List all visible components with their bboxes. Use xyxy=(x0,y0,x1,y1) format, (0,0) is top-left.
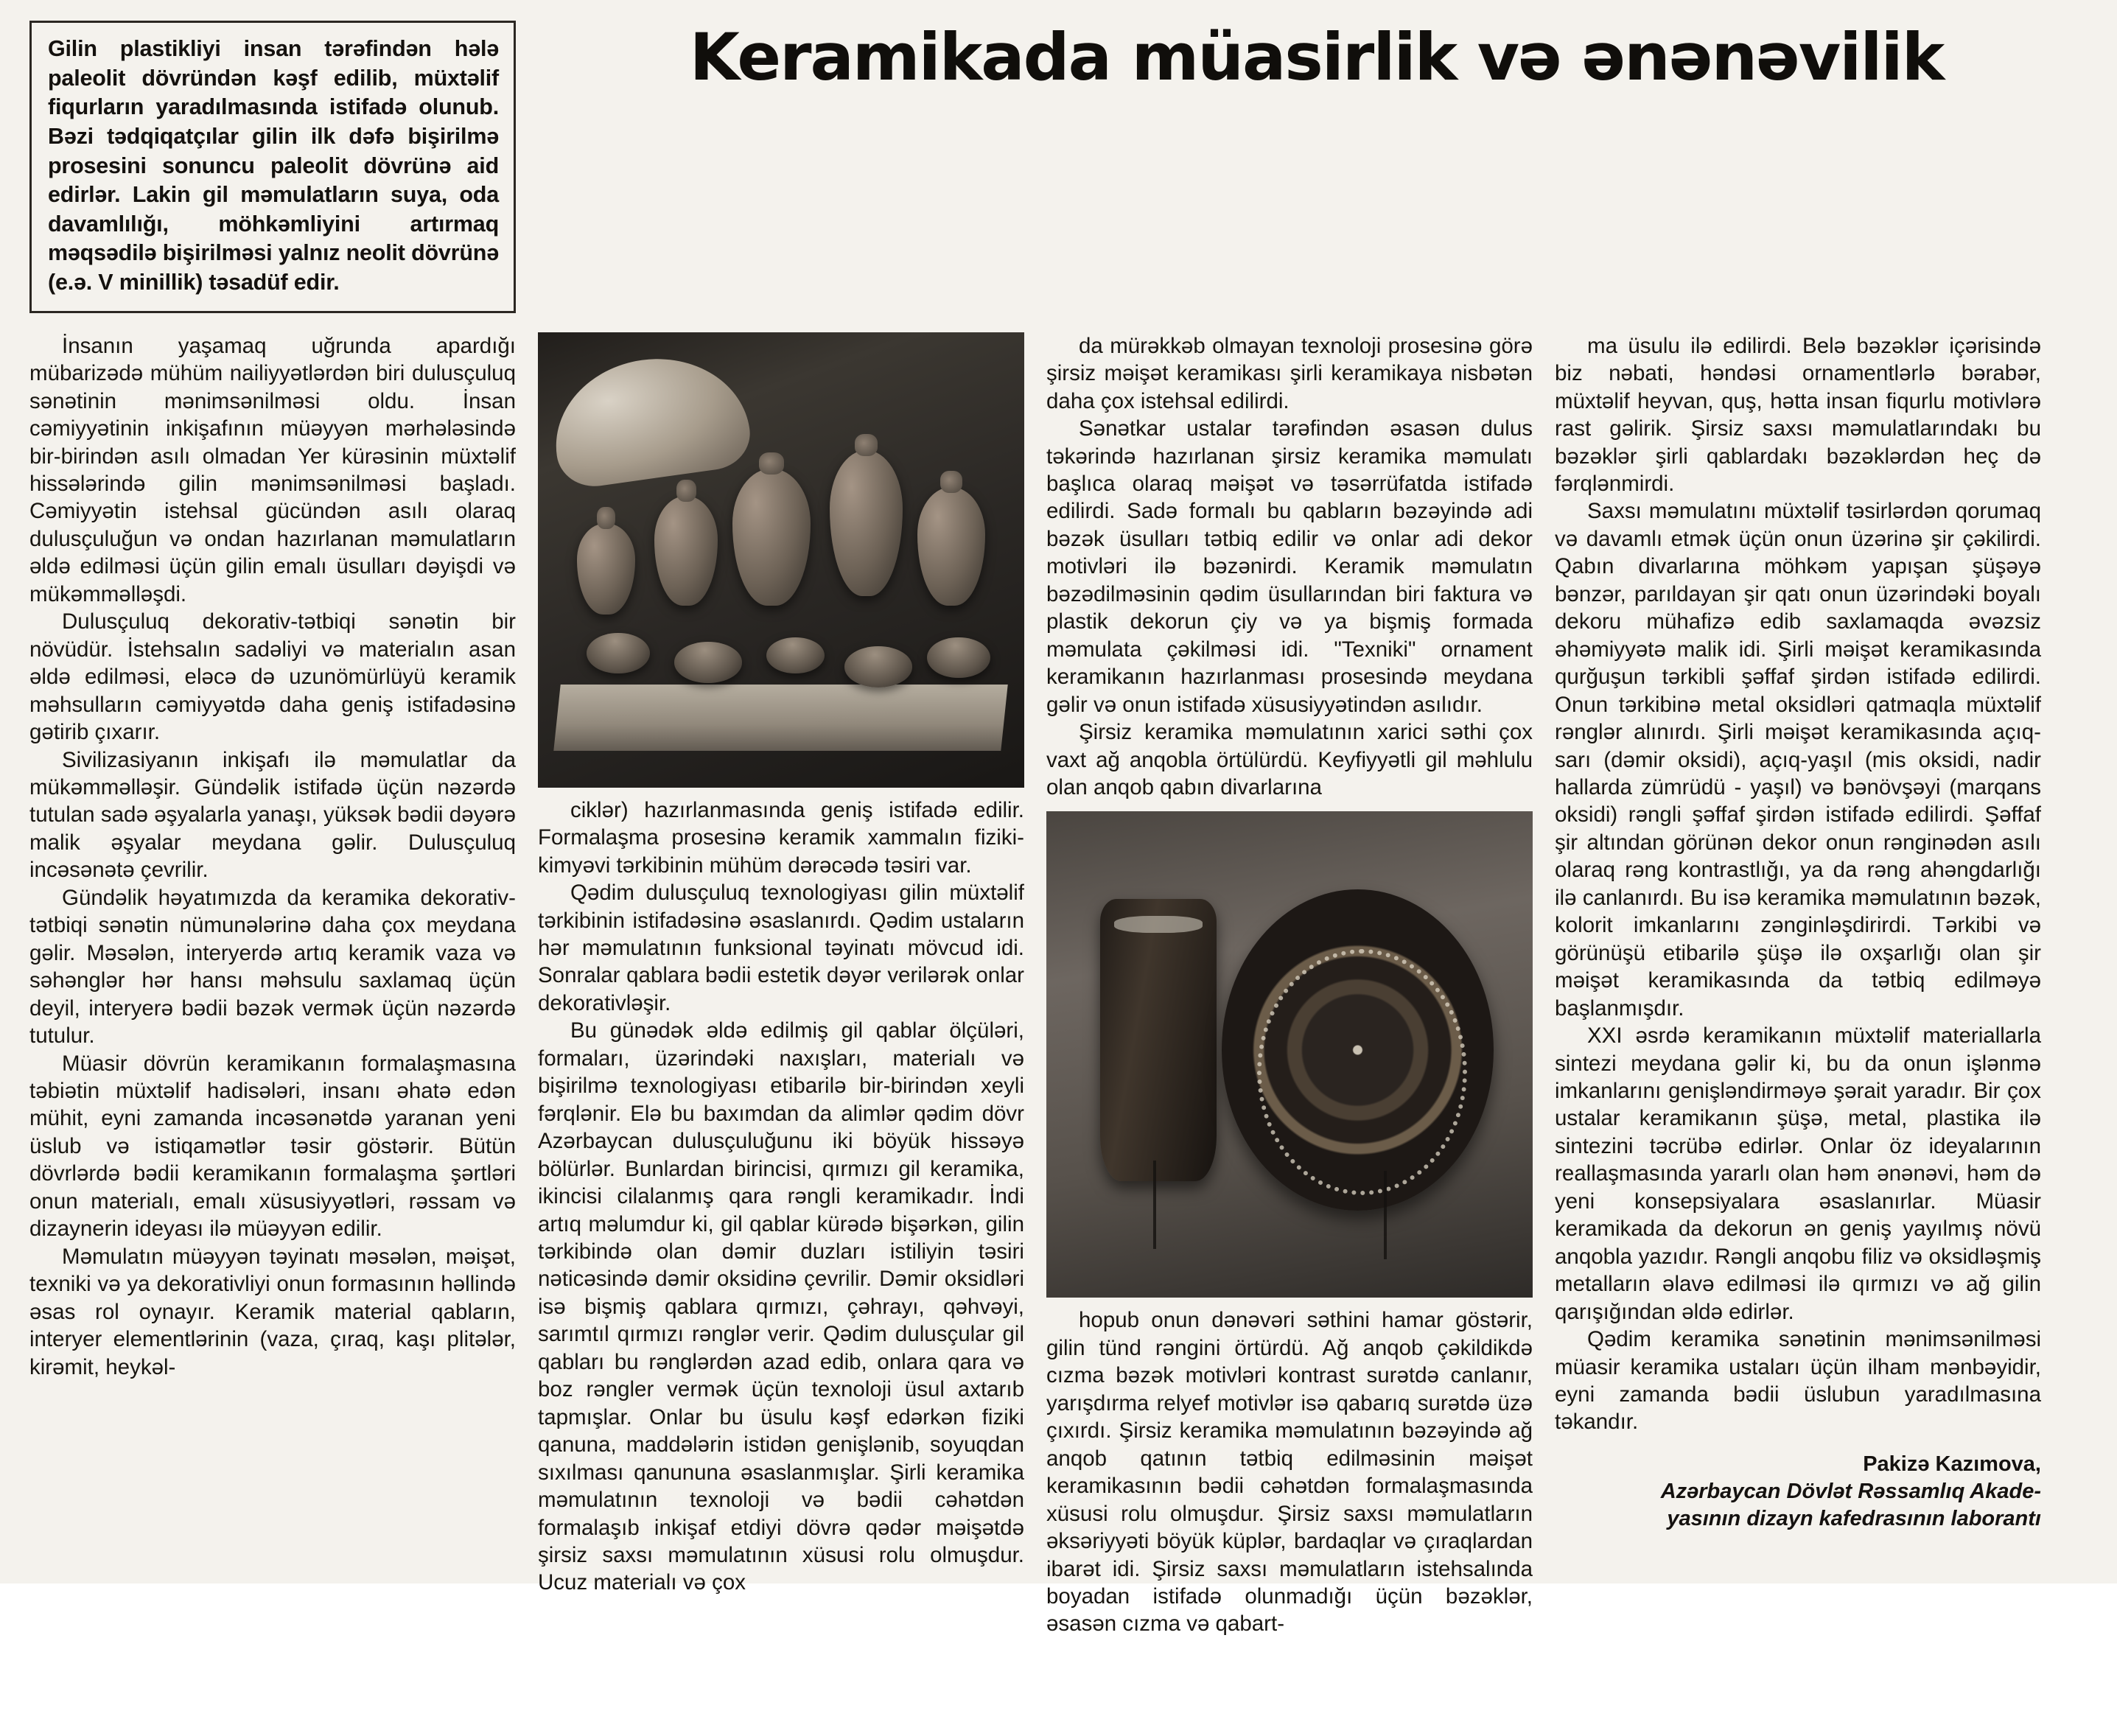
pot-shape xyxy=(732,469,811,605)
byline xyxy=(1555,1451,2041,1532)
page-title: Keramikada müasirlik və ənənəvilik xyxy=(689,19,1944,95)
paragraph: Gündəlik həyatımızda da keramika dekorativ-tətbiqi sənətin nümunələrinə daha çox meydana gəlir. Məsələn, interyerdə artıq keramik vaza və səhənglər hər hansı məhsulu saxlamaq üçün deyil, interyerə bədii bəzək vermək üçün nəzərdə tutulur. xyxy=(29,885,516,1049)
stand-shape xyxy=(1153,1161,1156,1249)
bowl-shape xyxy=(927,637,990,679)
column-4 xyxy=(1555,332,2041,1736)
paragraph: Məmulatın müəyyən təyinatı məsələn, məişət, texniki və ya dekorativliyi onun formasının həllində əsas rol oynayır. Keramik material qabların, interyer elementlərinin (vaza, çıraq, kaşı plitələr, kirəmit, heykəl- xyxy=(29,1244,516,1379)
byline-affiliation-line1: Azərbaycan Dövlət Rəssamlıq Akade- xyxy=(1660,1479,2041,1503)
shelf-shape xyxy=(554,685,1009,751)
pot-shape xyxy=(830,450,903,596)
column-1 xyxy=(29,332,516,1736)
paragraph: hopub onun dənəvəri səthini hamar göstərir, gilin tünd rəngini örtürdü. Ağ anqob çəkildikdə cızma bəzək motivləri kontrast surətdə canlanır, yarışdırma relyef motivlər isə qabarıq surətdə üzə çıxırdı. Şirsiz keramika məmulatının bəzəyində ağ anqob qatının tətbiq edilməsinin məişət keramikasının bədii cəhətdən formalaşmasında xüsusi rolu olmuşdur. Şirsiz saxsı məmulatların əksəriyyəti böyük küplər, bardaqlar və çıraqlardan ibarət idi. Şirsiz saxsı məmulatların istehsalında boyadan istifadə olunmadığı üçün bəzəklər, əsasən cızma və qabart- xyxy=(1046,1308,1533,1637)
paragraph: ma üsulu ilə edilirdi. Belə bəzəklər içərisində biz nəbati, həndəsi ornamentlərlə bərabər, müxtəlif heyvan, quş, hətta insan fiqurlu motivlərə rast gəlirik. Şirsiz saxsı məmulatlarındakı bu bəzəklər şirli qablardakı bəzəklərdən heç də fərqlənmirdi. xyxy=(1555,333,2041,497)
painted-plate-shape xyxy=(1222,889,1494,1211)
pottery-shelf-photo xyxy=(538,332,1024,788)
paragraph: XXI əsrdə keramikanın müxtəlif materiallarla sintezi meydana gəlir ki, bu da onun işlənmə imkanlarını genişləndirməyə şərait yaradır. Bir çox ustalar keramikanın şüşə, metal, plastika ilə sintezini təcrübə edirlər. Onlar öz ideyalarının reallaşmasında yararlı olan həm ənənəvi, həm də yeni konsepsiyalara əsaslanırlar. Müasir keramikada da dekorun ən geniş yayılmış növü anqobla yazıdır. Rəngli anqobu filiz və oksidləşmiş metalların əlavə edilməsi ilə qırmızı və ağ gilin qarışığından əldə edirlər. xyxy=(1555,1023,2041,1324)
stand-shape xyxy=(1384,1171,1387,1259)
pot-shape xyxy=(654,496,718,605)
title-wrap xyxy=(538,19,2088,95)
pot-shape xyxy=(577,523,635,615)
paragraph: Sivilizasiyanın inkişafı ilə məmulatlar da mükəmməlləşir. Gündəlik istifadə üçün nəzərdə tutulan sadə əşyalarla yanaşı, yüksək bədii dəyərə malik əşyalar meydana gəlir. Dulusçuluq incəsənətə çevrilir. xyxy=(29,747,516,883)
byline-name: Pakizə Kazımova, xyxy=(1863,1452,2041,1476)
paragraph: Qədim keramika sənətinin mənimsənilməsi müasir keramika ustaları üçün ilham mənbəyidir, eyni zamanda bədii üslubun yaradılmasına təkandır. xyxy=(1555,1327,2041,1435)
paragraph: da mürəkkəb olmayan texnoloji prosesinə görə şirsiz məişət keramikası şirli keramikaya nisbətən daha çox istehsal edilirdi. xyxy=(1046,333,1533,413)
lede-text: Gilin plastikliyi insan tərəfindən hələ paleolit dövründən kəşf edilib, müxtəlif fiqurların yaradılmasında istifadə olunub. Bəzi tədqiqatçılar gilin ilk dəfə bişirilmə prosesini sonuncu paleolit dövrünə aid edirlər. Lakin gil məmulatların suya, oda davamlılığı, möhkəmliyini artırmaq məqsədilə bişirilməsi yalnız neolit dövrünə (e.ə. V minillik) təsadüf edir. xyxy=(48,36,499,295)
bowl-shape xyxy=(844,646,912,687)
column-3 xyxy=(1046,332,1533,1736)
paragraph: Saxsı məmulatını müxtəlif təsirlərdən qorumaq və davamlı etmək üçün onun üzərinə şir çəkilirdi. Qabın divarlarına möhkəm yapışan şüşəyə bənzər, parıldayan şir qatı onun üzərindəki boyalı dekoru mühafizə edib saxlamaqda əvəzsiz əhəmiyyətə malik idi. Şirli məişət keramikasında qurğuşun tərkibli şəffaf şirdən istifadə edilirdi. Onun tərkibinə metal oksidləri qatmaqla müxtəlif rənglər alınırdı. Şirli məişət keramikasında açıq-sarı (dəmir oksidi), açıq-yaşıl (mis oksidi, nadir hallarda zümrüdü - yaşıl) və bənövşəyi (marqans oksidi) rəngli şəffaf şirdən istifadə edilirdi. Şəffaf şir altından görünən dekor onun rənginədən asılı olaraq rəng kontrastlığı, ya da rəng ahəngdarlığı ilə canlanırdı. Bu isə keramika məmulatının bəzək, kolorit imkanlarını zənginləşdirirdi. Tərkibi və görünüşü etibarilə şüşə ilə oxşarlığı olan şir məişət keramikasında da tətbiq edilməyə başlanmışdır. xyxy=(1555,499,2041,1021)
header xyxy=(29,21,2088,313)
paragraph: ciklər) hazırlanmasında geniş istifadə edilir. Formalaşma prosesinə keramik xammalın fiziki-kimyəvi tərkibinin mühüm dərəcədə təsiri var. xyxy=(538,797,1024,878)
pot-shape xyxy=(917,487,985,606)
paragraph: Müasir dövrün keramikanın formalaşmasına təbiətin müxtəlif hadisələri, insanı əhatə edən mühit, eyni zamanda incəsənətdə yaranan yeni üslub və istiqamətlər təsir göstərir. Bütün dövrlərdə bədii keramikanın formalaşma şərtləri onun materialı, emalı xüsusiyyətləri, rəssam və dizaynerin ideyası ilə müəyyən edilir. xyxy=(29,1051,516,1242)
painted-vase-shape xyxy=(1100,899,1217,1181)
column-2 xyxy=(538,332,1024,1736)
paragraph: Bu günədək əldə edilmiş gil qablar ölçüləri, formaları, üzərindəki naxışları, materialı və bişirilmə texnologiyası etibarilə bir-birindən xeyli fərqlənir. Elə bu baxımdan da alimlər qədim dövr Azərbaycan dulusçuluğunu iki böyük hissəyə bölürlər. Bunlardan birincisi, qırmızı gil keramika, ikincisi cilalanmış qara rəngli keramikadır. İndi artıq məlumdur ki, gil qablar kürədə bişərkən, gilin tərkibində olan dəmir duzları istiliyin təsiri nəticəsində dəmir oksidinə çevrilir. Dəmir oksidləri isə bişmiş qablara qırmızı, çəhrayı, qəhvəyi, sarımtıl qırmızı rənglər verir. Qədim dulusçular gil qabları bu rənglərdən azad edib, onlara qara və boz rəngler vermək üçün texnoloji üsul axtarıb tapmışlar. Onlar bu üsulu kəşf edərkən fiziki qanuna, maddələrin istidən genişlənib, soyuqdan sıxılması qanununa əsaslanmışlar. Şirli keramika məmulatının texnoloji və bədii cəhətdən formalaşıb inkişaf etdiyi dövrə qədər məişətdə şirsiz saxsı məmulatının xüsusi rolu olmuşdur. Ucuz materialı və çox xyxy=(538,1018,1024,1595)
paragraph: Qədim dulusçuluq texnologiyası gilin müxtəlif tərkibinin istifadəsinə əsaslanırdı. Qədim ustaların hər məmulatının funksional təyinatı mövcud idi. Sonralar qablara bədii estetik dəyər verilərək onlar dekorativləşir. xyxy=(538,881,1024,1015)
lede-box xyxy=(29,21,516,313)
large-bowl-shape xyxy=(545,346,755,491)
bowl-shape xyxy=(766,637,825,673)
bowl-shape xyxy=(674,642,742,683)
paragraph: İnsanın yaşamaq uğrunda apardığı mübarizədə mühüm nailiyyətlərdən biri dulusçuluq sənətinin mənimsənilməsi oldu. İnsan cəmiyyətinin inkişafının müəyyən mərhələsində bir-birindən asılı olmadan Yer kürəsinin müxtəlif hissələrində gilin mənimsənilməsi başladı. Cəmiyyətin istehsal gücündən asılı olaraq dulusçuluğun və ondan hazırlanan məmulatların əldə edilməsi üçün gilin emalı üsulları dəyişdi və mükəmməlləşdi. xyxy=(29,333,516,606)
paragraph: Şirsiz keramika məmulatının xarici səthi çox vaxt ağ anqobla örtülürdü. Keyfiyyətli gil məhlulu olan anqob qabın divarlarına xyxy=(1046,720,1533,800)
painted-vase-and-plate-photo xyxy=(1046,811,1533,1298)
paragraph: Dulusçuluq dekorativ-tətbiqi sənətin bir növüdür. İstehsalın sadəliyi və materialın asan əldə edilməsi, eləcə də uzunömürlüyü keramik məhsulların cəmiyyətdə daha geniş istifadəsinə gətirib çıxarır. xyxy=(29,609,516,745)
bowl-shape xyxy=(587,633,650,674)
byline-affiliation-line2: yasının dizayn kafedrasının laborantı xyxy=(1667,1506,2041,1530)
article-columns xyxy=(29,332,2088,1736)
paragraph: Sənətkar ustalar tərəfindən əsasən dulus təkərində hazırlanan şirsiz keramika məmulatı başlıca olaraq məişət və təsərrüfatda istifadə edilirdi. Sadə formalı bu qabların bəzəyində adi bəzək üsulları tətbiq edilir və onlar adi dekor motivləri ilə bəzənirdi. Keramik məmulatın bəzədilməsinin qədim üsullarından biri faktura və plastik dekorun çiy və ya bişmiş formada məmulata çəkilməsi idi. "Texniki" ornament keramikanın hazırlanması prosesində meydana gəlir və onun istifadə xüsusiyyətindən asılıdır. xyxy=(1046,416,1533,717)
